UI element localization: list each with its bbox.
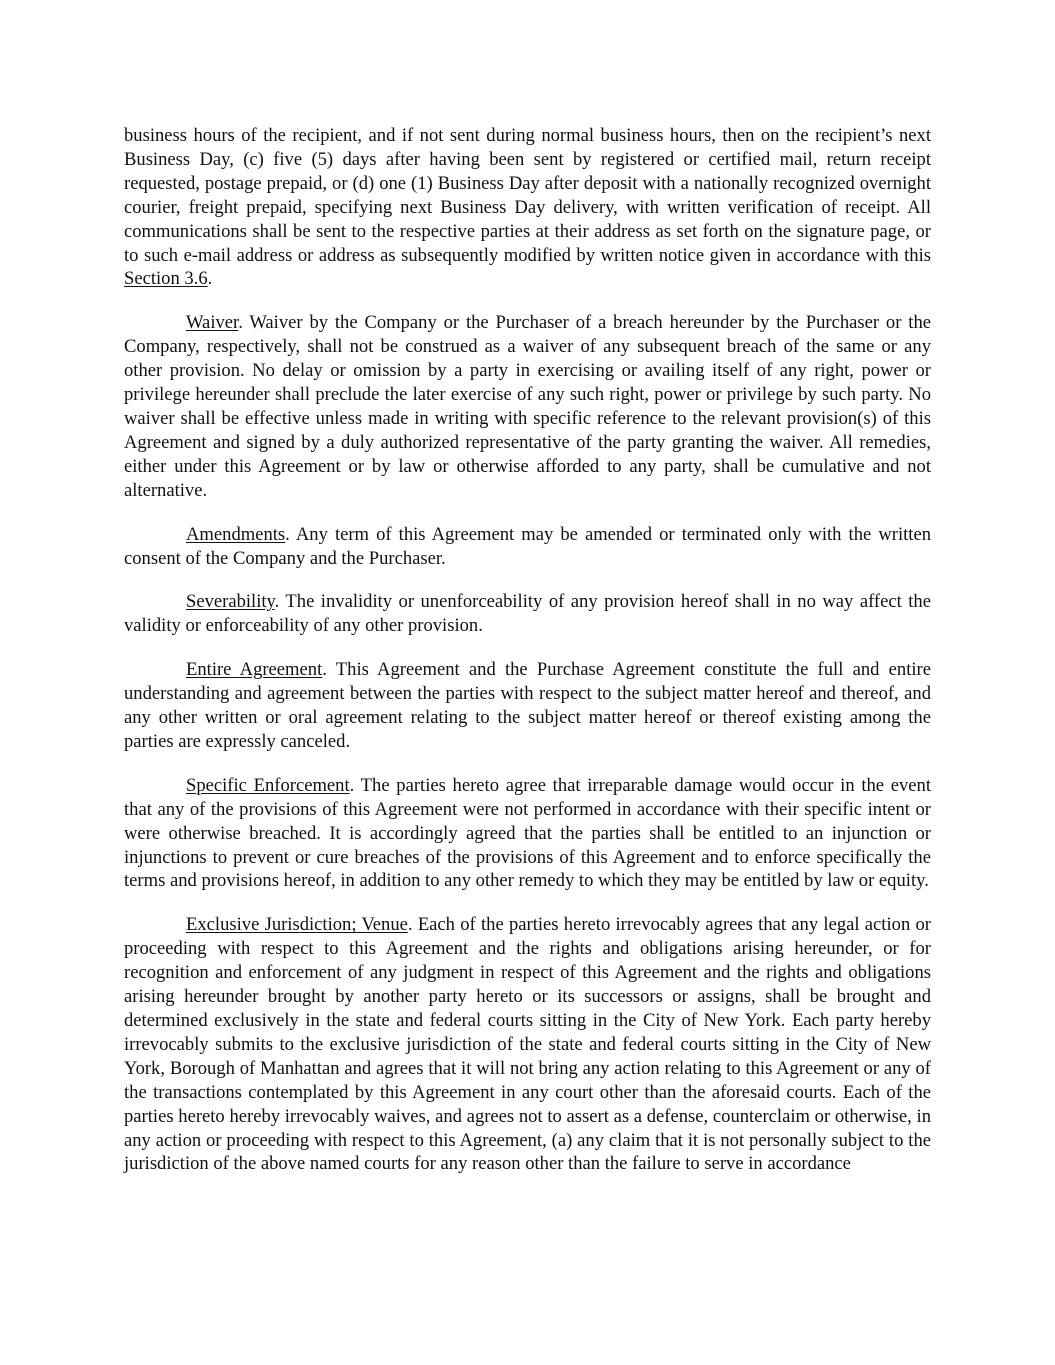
paragraph-waiver — [124, 311, 931, 502]
section-body-entire-agreement: . This Agreement and the Purchase Agreement constitute the full and entire understanding and agreement between the parties with respect to the subject matter hereof and thereof, and any other written or oral agreement relating to the subject matter hereof or thereof existing among the parties are expressly canceled. — [124, 659, 932, 752]
section-heading-waiver: Waiver — [186, 312, 239, 334]
section-body-severability: . The invalidity or unenforceability of any provision hereof shall in no way affect the validity or enforceability of any other provision. — [124, 591, 931, 637]
notice-text: business hours of the recipient, and if not sent during normal business hours, then on the recipient’s next Business Day, (c) five (5) days after having been sent by registered or certified mail, return receipt requested, postage prepaid, or (d) one (1) Business Day after deposit with a nationally recognized overnight courier, freight prepaid, specifying next Business Day delivery, with written verification of receipt. All communications shall be sent to the respective parties at their address as set forth on the signature page, or to such e-mail address or address as subsequently modified by written notice given in accordance with this — [124, 125, 931, 266]
section-heading-specific-enforcement: Specific Enforcement — [186, 774, 350, 796]
section-heading-amendments: Amendments — [186, 523, 286, 545]
paragraph-severability — [124, 590, 931, 638]
section-heading-exclusive-jurisdiction: Exclusive Jurisdiction; Venue — [186, 914, 408, 936]
section-body-specific-enforcement: . The parties hereto agree that irreparable damage would occur in the event that any of the provisions of this Agreement were not performed in accordance with their specific intent or were otherwise breached. It is accordingly agreed that the parties shall be entitled to an injunction or injunctions to prevent or cure breaches of the provisions of this Agreement and to enforce specifically the terms and provisions hereof, in addition to any other remedy to which they may be entitled by law or equity. — [124, 774, 932, 892]
section-body-amendments: . Any term of this Agreement may be amended or terminated only with the written consent of the Company and the Purchaser. — [124, 523, 931, 569]
section-heading-severability: Severability — [186, 591, 275, 613]
section-heading-entire-agreement: Entire Agreement — [186, 659, 323, 681]
section-body-exclusive-jurisdiction: . Each of the parties hereto irrevocably agrees that any legal action or proceeding with respect to this Agreement and the rights and obligations arising hereunder, or for recognition and enforcement of any judgment in respect of this Agreement and the rights and obligations arising hereunder brought by another party hereto or its successors or assigns, shall be brought and determined exclusively in the state and federal courts sitting in the City of New York. Each party hereby irrevocably submits to the exclusive jurisdiction of the state and federal courts sitting in the City of New York, Borough of Manhattan and agrees that it will not bring any action relating to this Agreement or any of the transactions contemplated by this Agreement in any court other than the aforesaid courts. Each of the parties hereto hereby irrevocably waives, and agrees not to assert as a defense, counterclaim or otherwise, in any action or proceeding with respect to this Agreement, (a) any claim that it is not personally subject to the jurisdiction of the above named courts for any reason other than the failure to serve in accordance — [124, 914, 931, 1175]
section-reference-link: Section 3.6 — [124, 268, 208, 290]
section-body-waiver: . Waiver by the Company or the Purchaser of a breach hereunder by the Purchaser or the Company, respectively, shall not be construed as a waiver of any subsequent breach of the same or any other provision. No delay or omission by a party in exercising or availing itself of any right, power or privilege hereunder shall preclude the later exercise of any such right, power or privilege by such party. No waiver shall be effective unless made in writing with specific reference to the relevant provision(s) of this Agreement and signed by a duly authorized representative of the party granting the waiver. All remedies, either under this Agreement or by law or otherwise afforded to any party, shall be cumulative and not alternative. — [124, 312, 931, 501]
paragraph-entire-agreement — [124, 658, 931, 754]
document-page — [124, 124, 931, 1196]
paragraph-specific-enforcement — [124, 774, 931, 894]
paragraph-exclusive-jurisdiction — [124, 913, 931, 1176]
notice-text-end: . — [207, 268, 213, 290]
paragraph-notice-continuation — [124, 124, 931, 291]
paragraph-amendments — [124, 523, 931, 571]
